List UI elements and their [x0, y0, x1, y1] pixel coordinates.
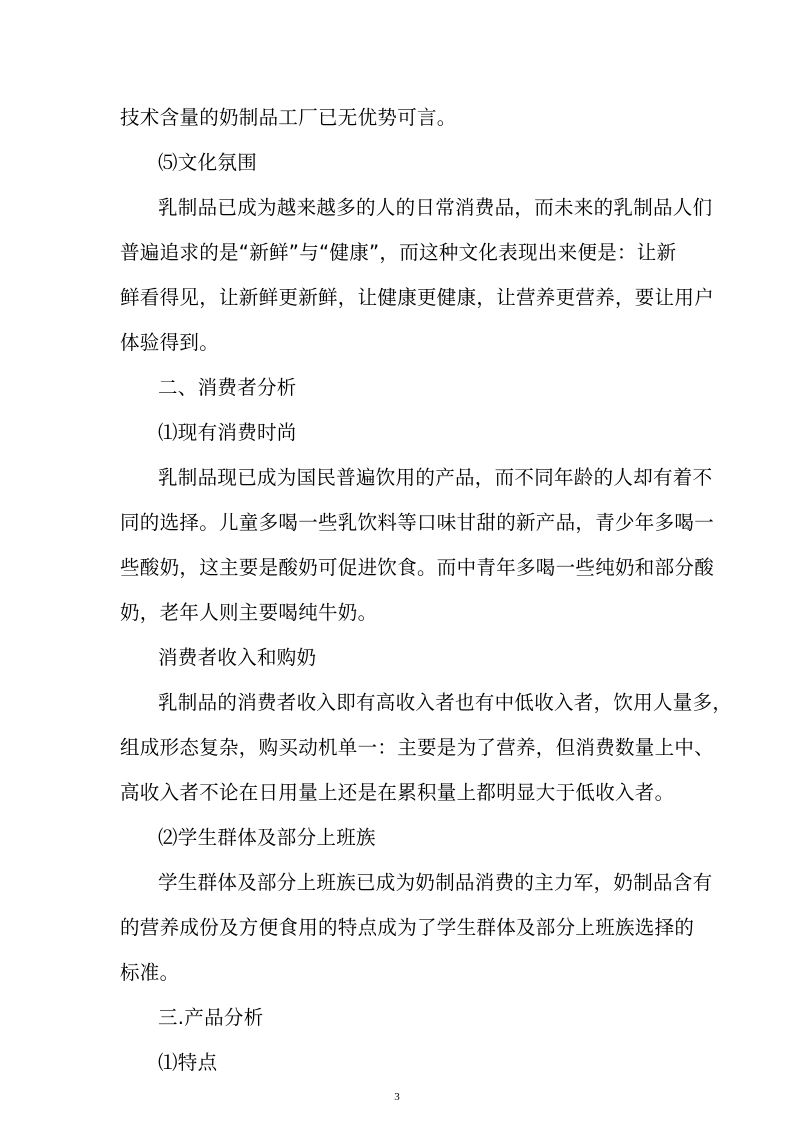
text-line: 标准。: [120, 961, 180, 984]
section-heading: 二、消费者分析: [158, 376, 297, 399]
text-line: 学生群体及部分上班族已成为奶制品消费的主力军，奶制品含有: [158, 871, 713, 894]
section-heading: ⑸文化氛围: [158, 151, 258, 174]
text-line: 乳制品现已成为国民普遍饮用的产品，而不同年龄的人却有着不: [158, 466, 713, 489]
text-line: 普遍追求的是“新鲜”与“健康”，而这种文化表现出来便是：让新: [120, 241, 677, 264]
section-heading: 消费者收入和购奶: [158, 646, 317, 669]
section-heading: ⑴特点: [158, 1051, 218, 1074]
section-heading: ⑵学生群体及部分上班族: [158, 826, 376, 849]
page-number: 3: [394, 1091, 400, 1103]
text-line: 乳制品已成为越来越多的人的日常消费品，而未来的乳制品人们: [158, 196, 713, 219]
text-line: 组成形态复杂，购买动机单一：主要是为了营养，但消费数量上中、: [120, 736, 715, 759]
text-line: 同的选择。儿童多喝一些乳饮料等口味甘甜的新产品，青少年多喝一: [120, 511, 715, 534]
text-line: 鲜看得见，让新鲜更新鲜，让健康更健康，让营养更营养，要让用户: [120, 286, 715, 309]
text-line: 高收入者不论在日用量上还是在累积量上都明显大于低收入者。: [120, 781, 675, 804]
text-line: 的营养成份及方便食用的特点成为了学生群体及部分上班族选择的: [120, 916, 695, 939]
text-line: 乳制品的消费者收入即有高收入者也有中低收入者，饮用人量多，: [158, 691, 733, 714]
text-line: 奶，老年人则主要喝纯牛奶。: [120, 601, 378, 624]
text-line: 技术含量的奶制品工厂已无优势可言。: [120, 106, 457, 129]
section-heading: 三.产品分析: [158, 1006, 264, 1029]
text-line: 体验得到。: [120, 331, 220, 354]
text-line: 些酸奶，这主要是酸奶可促进饮食。而中青年多喝一些纯奶和部分酸: [120, 556, 715, 579]
section-heading: ⑴现有消费时尚: [158, 421, 297, 444]
